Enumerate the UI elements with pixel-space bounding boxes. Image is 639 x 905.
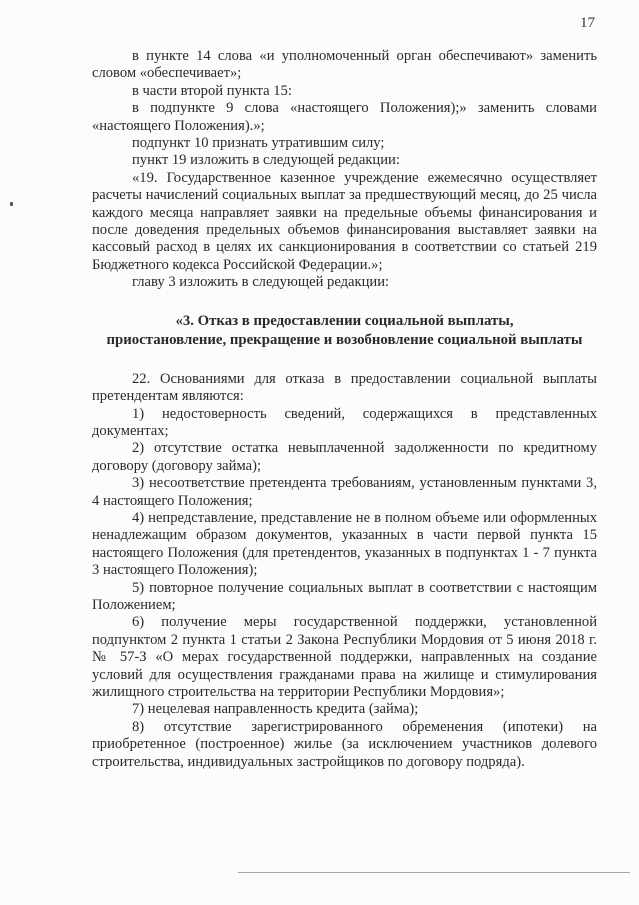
list-item-4: 4) непредставление, представление не в полном объеме или оформленных ненадлежащим образом документов, указанных в части первой пункта 15 настоящего Положения (для претендентов, указанных в подпунктах 1 - 7 пункта 3 настоящего Положения); [92, 509, 597, 579]
list-item-7: 7) нецелевая направленность кредита (займа); [132, 701, 419, 718]
chapter-heading-line-1: «3. Отказ в предоставлении социальной выплаты, [175, 312, 514, 329]
document-body [92, 48, 597, 771]
list-item-8: 8) отсутствие зарегистрированного обременения (ипотеки) на приобретенное (построенное) жилье (за исключением участников долевого строительства, индивидуальных застройщиков по договору подряда). [92, 718, 597, 770]
paragraph-item-19-intro: пункт 19 изложить в следующей редакции: [132, 152, 400, 169]
list-item-1: 1) недостоверность сведений, содержащихся в представленных документах; [92, 405, 597, 439]
paragraph-item-14: в пункте 14 слова «и уполномоченный орган обеспечивают» заменить словом «обеспечивает»; [92, 48, 597, 82]
scan-artifact-line [238, 872, 630, 873]
chapter-heading [92, 312, 597, 350]
list-item-6: 6) получение меры государственной поддержки, установленной подпунктом 2 пункта 1 статьи 2 Закона Республики Мордовия от 5 июня 2018 г. № 57-З «О мерах государственной поддержки, направленных на создание условий для осуществления гражданами права на жилище и стимулирования жилищного строительства на территории Республики Мордовия»; [92, 614, 597, 700]
paragraph-subitem-9: в подпункте 9 слова «настоящего Положения);» заменить словами «настоящего Положения).»; [92, 100, 597, 134]
paragraph-item-22: 22. Основаниями для отказа в предоставлении социальной выплаты претендентам являются: [92, 370, 597, 405]
paragraph-chapter-3-intro: главу 3 изложить в следующей редакции: [132, 274, 390, 291]
list-item-5: 5) повторное получение социальных выплат в соответствии с настоящим Положением; [92, 579, 597, 613]
page-number: 17 [580, 15, 595, 31]
paragraph-subitem-10: подпункт 10 признать утратившим силу; [132, 135, 385, 152]
chapter-heading-line-2: приостановление, прекращение и возобновление социальной выплаты [106, 331, 583, 348]
scan-artifact-dot [10, 202, 13, 206]
paragraph-item-19-text: «19. Государственное казенное учреждение ежемесячно осуществляет расчеты начислений социальных выплат за предшествующий месяц, до 25 числа каждого месяца направляет заявки на предельные объемы финансирования и после доведения предельных объемов финансирования выставляет заявки на кассовый расход в целях их санкционирования в соответствии со статьей 219 Бюджетного кодекса Российской Федерации.»; [92, 169, 597, 273]
paragraph-part-two-item-15: в части второй пункта 15: [132, 82, 292, 99]
list-item-3: 3) несоответствие претендента требованиям, установленным пунктами 3, 4 настоящего Положения; [92, 475, 597, 509]
list-item-2: 2) отсутствие остатка невыплаченной задолженности по кредитному договору (договору займа); [92, 440, 597, 474]
